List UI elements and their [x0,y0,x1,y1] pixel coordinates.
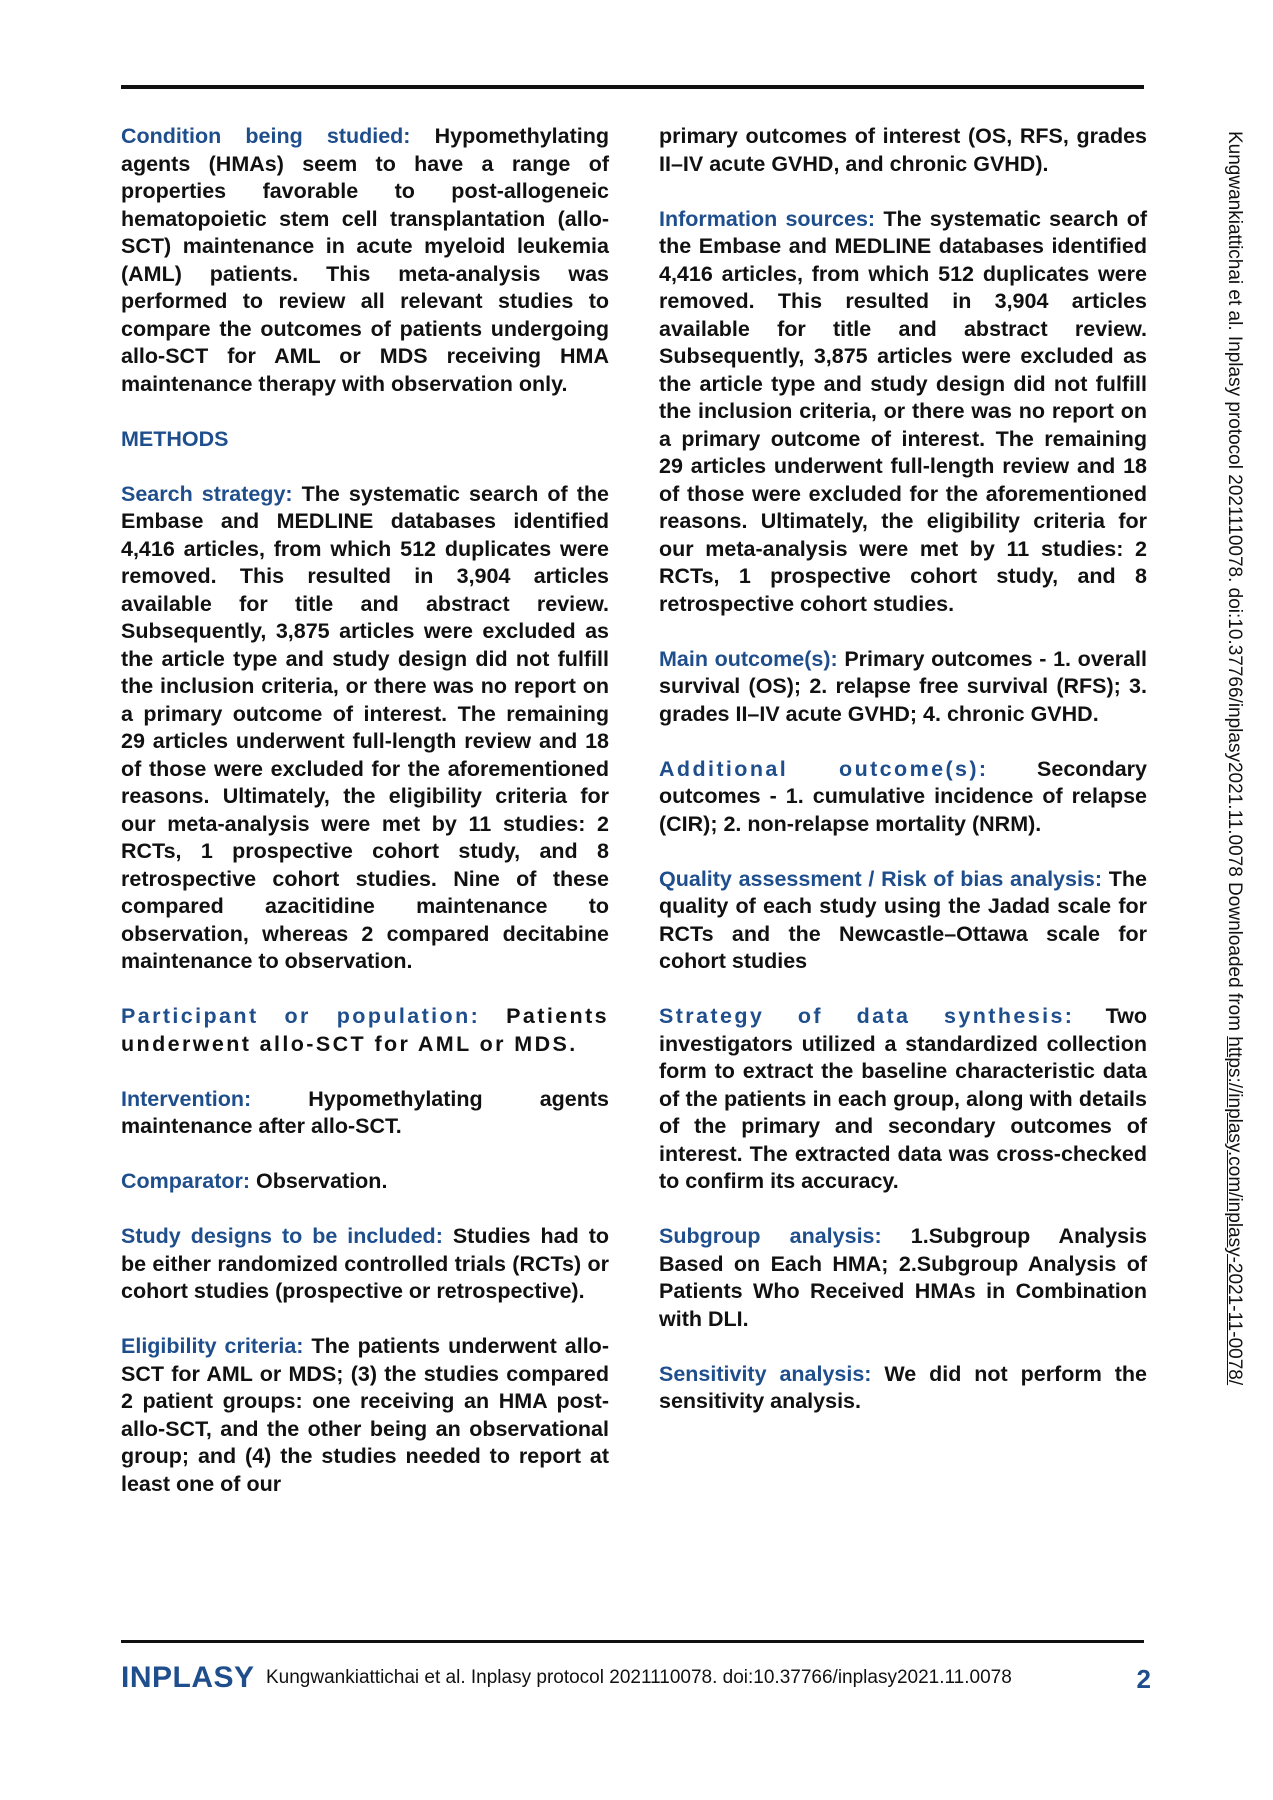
section-comparator [121,1168,609,1196]
section-label: Information sources: [659,206,876,231]
section-text: The patients underwent allo-SCT for AML or MDS; (3) the studies compared 2 patient groups: one receiving an HMA post-allo-SCT, and the other being an observational group; and (4) the studies needed to report at least one of our [121,1334,609,1496]
section-main-outcomes [659,646,1147,729]
section-additional-outcomes [659,756,1147,839]
section-label: Subgroup analysis: [659,1224,882,1248]
section-text: The quality of each study using the Jadad scale for RCTs and the Newcastle–Ottawa scale for cohort studies [659,866,1147,973]
section-text: Two investigators utilized a standardized collection form to extract the baseline characteristic data of the patients in each group, along with details of the primary and secondary outcomes of interest. The extracted data was cross-checked to confirm its accuracy. [659,1004,1147,1193]
section-label: Comparator: [121,1169,251,1193]
section-quality [659,866,1147,976]
side-citation [1223,131,1245,1385]
section-search-strategy [121,481,609,976]
section-text: 1.Subgroup Analysis Based on Each HMA; 2.Subgroup Analysis of Patients Who Received HMAs in Combination with DLI. [659,1224,1147,1331]
section-label: Intervention: [121,1086,252,1111]
side-citation-link[interactable]: https://inplasy.com/inplasy-2021-11-0078/ [1224,1036,1245,1386]
section-label: Strategy of data synthesis: [659,1004,1075,1028]
section-condition [121,123,609,398]
section-intervention [121,1086,609,1141]
section-subgroup [659,1223,1147,1333]
section-participant [121,1003,609,1058]
section-information-sources [659,206,1147,619]
section-continuation: primary outcomes of interest (OS, RFS, grades II–IV acute GVHD, and chronic GVHD). [659,124,1147,176]
section-label: Quality assessment / Risk of bias analysis: [659,866,1103,891]
section-study-designs [121,1223,609,1306]
section-text: Primary outcomes - 1. overall survival (OS); 2. relapse free survival (RFS); 3. grades II–IV acute GVHD; 4. chronic GVHD. [659,646,1147,726]
right-column [659,123,1147,1443]
footer-brand-logo: INPLASY [121,1661,255,1694]
section-text: Hypomethylating agents maintenance after allo-SCT. [121,1086,609,1138]
section-text: Secondary outcomes - 1. cumulative incidence of relapse (CIR); 2. non-relapse mortality (NRM). [659,756,1147,836]
section-label: Sensitivity analysis: [659,1361,872,1386]
left-column [121,123,609,1526]
section-text: Observation. [250,1169,388,1193]
header-rule [121,85,1144,89]
section-label: Additional outcome(s): [659,756,989,781]
methods-heading: METHODS [121,426,229,451]
section-eligibility [121,1333,609,1498]
section-synthesis [659,1003,1147,1196]
section-label: Main outcome(s): [659,646,838,671]
section-label: Eligibility criteria: [121,1334,304,1358]
page-footer [121,1661,1151,1701]
section-text: Hypomethylating agents (HMAs) seem to have a range of properties favorable to post-allogeneic hematopoietic stem cell transplantation (allo-SCT) maintenance in acute myeloid leukemia (AML) patients. This meta-analysis was performed to review all relevant studies to compare the outcomes of patients undergoing allo-SCT for AML or MDS receiving HMA maintenance therapy with observation only. [121,124,609,396]
section-text: Studies had to be either randomized controlled trials (RCTs) or cohort studies (prospective or retrospective). [121,1224,609,1303]
page-number: 2 [1136,1664,1151,1694]
side-citation-text: Kungwankiattichai et al. Inplasy protocol 2021110078. doi:10.37766/inplasy2021.11.0078 Downloaded from [1224,131,1245,1037]
section-text: Patients underwent allo-SCT for AML or MDS. [121,1004,609,1056]
section-label: Search strategy: [121,481,293,506]
footer-rule [121,1640,1144,1643]
section-text: The systematic search of the Embase and MEDLINE databases identified 4,416 articles, from which 512 duplicates were removed. This resulted in 3,904 articles available for title and abstract review. Subsequently, 3,875 articles were excluded as the article type and study design did not fulfill the inclusion criteria, or there was no report on a primary outcome of interest. The remaining 29 articles underwent full-length review and 18 of those were excluded for the aforementioned reasons. Ultimately, the eligibility criteria for our meta-analysis were met by 11 studies: 2 RCTs, 1 prospective cohort study, and 8 retrospective cohort studies. Nine of these compared azacitidine maintenance to observation, whereas 2 compared decitabine maintenance to observation. [121,481,609,973]
section-label: Condition being studied: [121,124,411,148]
section-label: Study designs to be included: [121,1224,443,1248]
section-text: The systematic search of the Embase and MEDLINE databases identified 4,416 articles, from which 512 duplicates were removed. This resulted in 3,904 articles available for title and abstract review. Subsequently, 3,875 articles were excluded as the article type and study design did not fulfill the inclusion criteria, or there was no report on a primary outcome of interest. The remaining 29 articles underwent full-length review and 18 of those were excluded for the aforementioned reasons. Ultimately, the eligibility criteria for our meta-analysis were met by 11 studies: 2 RCTs, 1 prospective cohort study, and 8 retrospective cohort studies. [659,206,1147,616]
section-label: Participant or population: [121,1004,481,1028]
section-sensitivity [659,1361,1147,1416]
section-text: We did not perform the sensitivity analysis. [659,1361,1147,1413]
footer-citation: Kungwankiattichai et al. Inplasy protocol 2021110078. doi:10.37766/inplasy2021.11.0078 [266,1667,1012,1688]
